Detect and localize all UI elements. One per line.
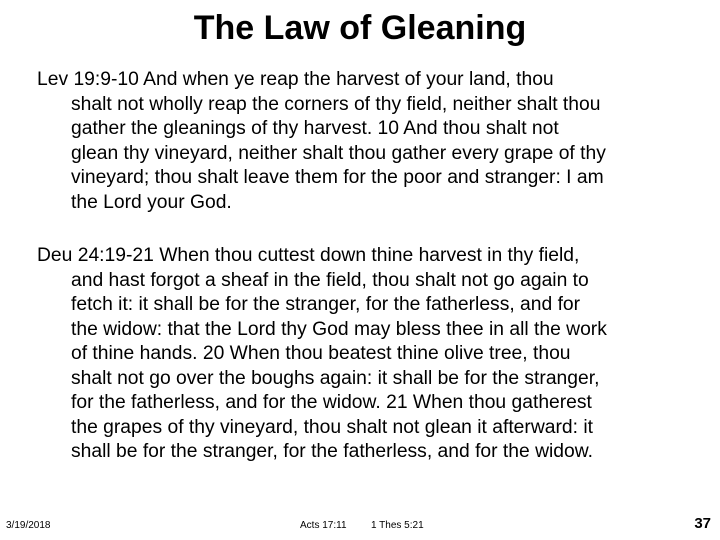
passage-line: the widow: that the Lord thy God may bless thee in all the work [71, 318, 607, 340]
passage-line: Lev 19:9-10 And when ye reap the harvest of your land, thou [37, 69, 554, 90]
passage-line: the Lord your God. [71, 191, 232, 213]
passage-line: fetch it: it shall be for the stranger, for the fatherless, and for [71, 294, 581, 315]
footer-reference: Acts 17:11 [300, 520, 347, 531]
footer-date: 3/19/2018 [6, 520, 51, 531]
slide-title: The Law of Gleaning [193, 9, 527, 47]
passage-line: for the fatherless, and for the widow. 21 When thou gatherest [71, 392, 592, 413]
passage-line: shalt not go over the boughs again: it shall be for the stranger, [71, 367, 600, 389]
passage-line: the grapes of thy vineyard, thou shalt not glean it afterward: it [71, 416, 593, 438]
passage-leviticus [37, 68, 697, 215]
passage-line: and hast forgot a sheaf in the field, thou shalt not go again to [71, 269, 589, 291]
passage-line: vineyard; thou shalt leave them for the poor and stranger: I am [71, 167, 604, 188]
page-number: 37 [694, 515, 711, 532]
footer-reference: 1 Thes 5:21 [371, 520, 424, 531]
passage-line: shalt not wholly reap the corners of thy field, neither shalt thou [71, 93, 601, 115]
passage-line: glean thy vineyard, neither shalt thou gather every grape of thy [71, 142, 606, 164]
passage-line: of thine hands. 20 When thou beatest thine olive tree, thou [71, 343, 571, 364]
passage-deuteronomy [37, 244, 697, 465]
passage-line: shall be for the stranger, for the fatherless, and for the widow. [71, 441, 593, 462]
passage-line: gather the gleanings of thy harvest. 10 And thou shalt not [71, 118, 559, 139]
passage-line: Deu 24:19-21 When thou cuttest down thine harvest in thy field, [37, 245, 580, 266]
